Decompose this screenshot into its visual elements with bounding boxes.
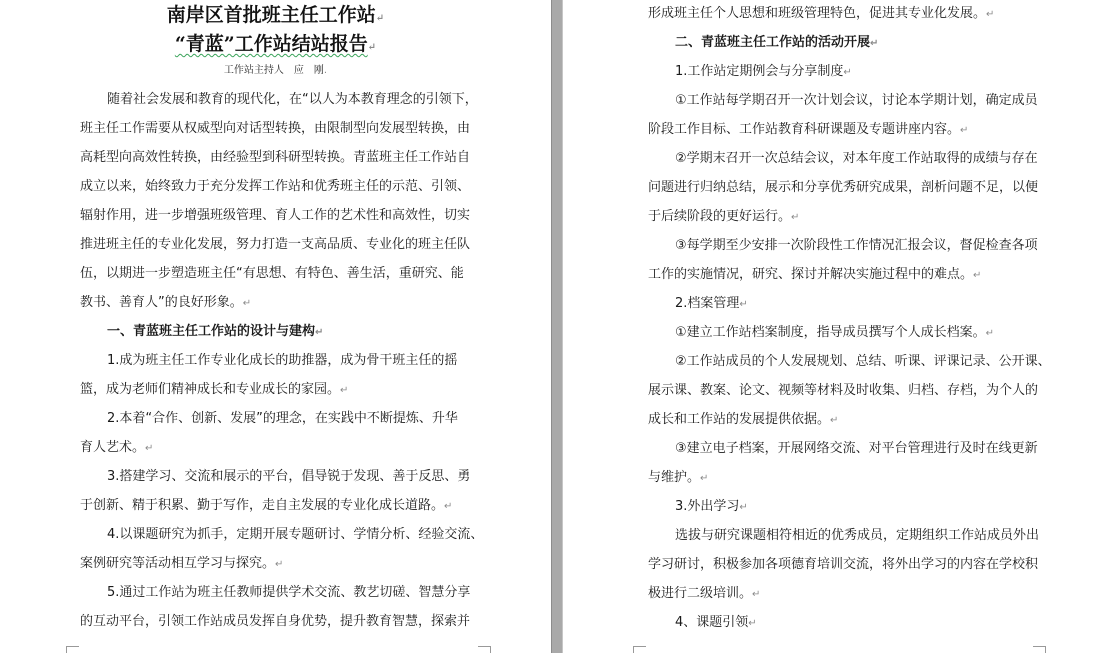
line-text: 于创新、精于积累、勤于写作，走自主发展的专业化成长道路。 — [80, 498, 445, 513]
body-line: ①工作站每学期召开一次计划会议，讨论本学期计划，确定成员 — [675, 93, 1038, 108]
paragraph-mark: ↵ — [752, 589, 761, 600]
body-line: 5.通过工作站为班主任教师提供学术交流、教艺切磋、智慧分享 — [107, 585, 471, 600]
line-text: 4、课题引领 — [675, 615, 749, 630]
body-line: 1.成为班主任工作专业化成长的助推器，成为骨干班主任的摇 — [107, 353, 458, 368]
paragraph-mark: ↵ — [444, 501, 453, 512]
body-line: 4.以课题研究为抓手，定期开展专题研讨、学情分析、经验交流、 — [107, 527, 484, 542]
line-text: 教书、善育人”的良好形象。 — [80, 295, 243, 310]
line-text: 于后续阶段的更好运行。 — [648, 209, 792, 224]
line-text: 阶段工作目标、工作站教育科研课题及专题讲座内容。 — [648, 122, 961, 137]
body-line: 问题进行归纳总结，展示和分享优秀研究成果，剖析问题不足，以便 — [648, 180, 1039, 195]
paragraph-mark: ↵ — [367, 42, 377, 53]
paragraph-mark: ↵ — [973, 270, 982, 281]
doc-title: 南岸区首批班主任工作站 — [166, 4, 376, 26]
line-text: 1.工作站定期例会与分享制度 — [675, 64, 844, 79]
line-text: 3.外出学习 — [675, 499, 740, 514]
paragraph-mark: ↵ — [791, 212, 800, 223]
body-line-end — [648, 586, 760, 603]
body-line: 学习研讨，积极参加各项德育培训交流，将外出学习的内容在学校积 — [648, 557, 1039, 572]
doc-subtitle: “青蓝”工作站结站报告 — [174, 33, 368, 55]
page-gap — [551, 0, 563, 653]
paragraph-mark: ↵ — [960, 125, 969, 136]
paragraph-mark: ↵ — [986, 9, 995, 20]
paragraph-mark: ↵ — [870, 38, 879, 49]
author-line — [0, 64, 551, 78]
body-line-end — [675, 499, 748, 516]
body-line-end — [648, 470, 708, 487]
title-line-2 — [0, 32, 551, 60]
section-heading — [107, 324, 323, 341]
body-line-end — [80, 440, 153, 457]
body-line: 高耗型向高效性转换，由经验型到科研型转换。青蓝班主任工作站自 — [80, 150, 471, 165]
body-line: ②学期末召开一次总结会议，对本年度工作站取得的成绩与存在 — [675, 151, 1038, 166]
body-line: 成立以来，始终致力于充分发挥工作站和优秀班主任的示范、引领、 — [80, 179, 471, 194]
line-text: 案例研究等活动相互学习与探究。 — [80, 556, 276, 571]
body-line: 选拔与研究课题相符相近的优秀成员，定期组织工作站成员外出 — [675, 528, 1040, 543]
paragraph-mark: . — [323, 65, 328, 76]
title-line-1 — [0, 3, 551, 31]
paragraph-mark: ↵ — [985, 328, 995, 339]
page-corner-mark — [633, 646, 646, 653]
paragraph-mark: ↵ — [700, 473, 709, 484]
page-corner-mark — [1033, 646, 1046, 653]
line-text: 极进行二级培训。 — [648, 586, 753, 601]
body-line: 班主任工作需要从权威型向对话型转换，由限制型向发展型转换，由 — [80, 121, 471, 136]
paragraph-mark: ↵ — [242, 298, 252, 309]
body-line-end — [675, 325, 994, 342]
page-corner-mark — [478, 646, 491, 653]
paragraph-mark: ↵ — [843, 67, 852, 78]
line-text: ①建立工作站档案制度，指导成员撰写个人成长档案。 — [675, 325, 986, 340]
body-line: ②工作站成员的个人发展规划、总结、听课、评课记录、公开课、 — [675, 354, 1051, 369]
paragraph-mark: ↵ — [315, 327, 324, 338]
body-line: ③建立电子档案，开展网络交流、对平台管理进行及时在线更新 — [675, 441, 1038, 456]
line-text: 2.档案管理 — [675, 296, 740, 311]
paragraph-mark: ↵ — [375, 13, 385, 24]
body-line-end — [648, 412, 838, 429]
line-text: 育人艺术。 — [80, 440, 146, 455]
section-heading — [675, 35, 878, 52]
line-text: 一、青蓝班主任工作站的设计与建构 — [107, 324, 316, 339]
paragraph-mark: ↵ — [145, 443, 154, 454]
body-line: 随着社会发展和教育的现代化，在“以人为本教育理念的引领下， — [107, 92, 478, 107]
document-page-right — [563, 0, 1112, 653]
body-line-end — [80, 295, 251, 312]
body-line: 辐射作用，进一步增强班级管理、育人工作的艺术性和高效性，切实 — [80, 208, 471, 223]
body-line: 的互动平台，引领工作站成员发挥自身优势，提升教育智慧，探索并 — [80, 614, 471, 629]
body-line: ③每学期至少安排一次阶段性工作情况汇报会议，督促检查各项 — [675, 238, 1038, 253]
line-text: 二、青蓝班主任工作站的活动开展 — [675, 35, 871, 50]
document-page-left — [0, 0, 551, 653]
body-line: 2.本着“合作、创新、发展”的理念，在实践中不断提炼、升华 — [107, 411, 458, 426]
body-line-end — [648, 122, 968, 139]
line-text: 工作的实施情况，研究、探讨并解决实施过程中的难点。 — [648, 267, 974, 282]
body-line-end — [675, 296, 748, 313]
line-text: 与维护。 — [648, 470, 701, 485]
body-line-end — [80, 498, 452, 515]
paragraph-mark: ↵ — [739, 502, 748, 513]
body-line-end — [648, 6, 994, 23]
paragraph-mark: ↵ — [739, 299, 748, 310]
body-line-end — [80, 556, 283, 573]
line-text: 形成班主任个人思想和班级管理特色，促进其专业化发展。 — [648, 6, 987, 21]
body-line-end — [648, 209, 799, 226]
body-line: 展示课、教案、论文、视频等材料及时收集、归档、存档，为个人的 — [648, 383, 1039, 398]
body-line: 推进班主任的专业化发展，努力打造一支高品质、专业化的班主任队 — [80, 237, 471, 252]
body-line: 3.搭建学习、交流和展示的平台，倡导锐于发现、善于反思、勇 — [107, 469, 471, 484]
line-text: 成长和工作站的发展提供依据。 — [648, 412, 831, 427]
author-text: 工作站主持人 应 刚 — [223, 65, 324, 76]
line-text: 篮，成为老师们精神成长和专业成长的家园。 — [80, 382, 341, 397]
body-line-end — [80, 382, 348, 399]
paragraph-mark: ↵ — [340, 385, 349, 396]
body-line: 伍，以期进一步塑造班主任“有思想、有特色、善生活，重研究、能 — [80, 266, 464, 281]
paragraph-mark: ↵ — [830, 415, 839, 426]
body-line-end — [648, 267, 981, 284]
page-corner-mark — [66, 646, 79, 653]
body-line-end — [675, 64, 852, 81]
body-line-end — [675, 615, 757, 632]
paragraph-mark: ↵ — [748, 618, 757, 629]
paragraph-mark: ↵ — [275, 559, 284, 570]
